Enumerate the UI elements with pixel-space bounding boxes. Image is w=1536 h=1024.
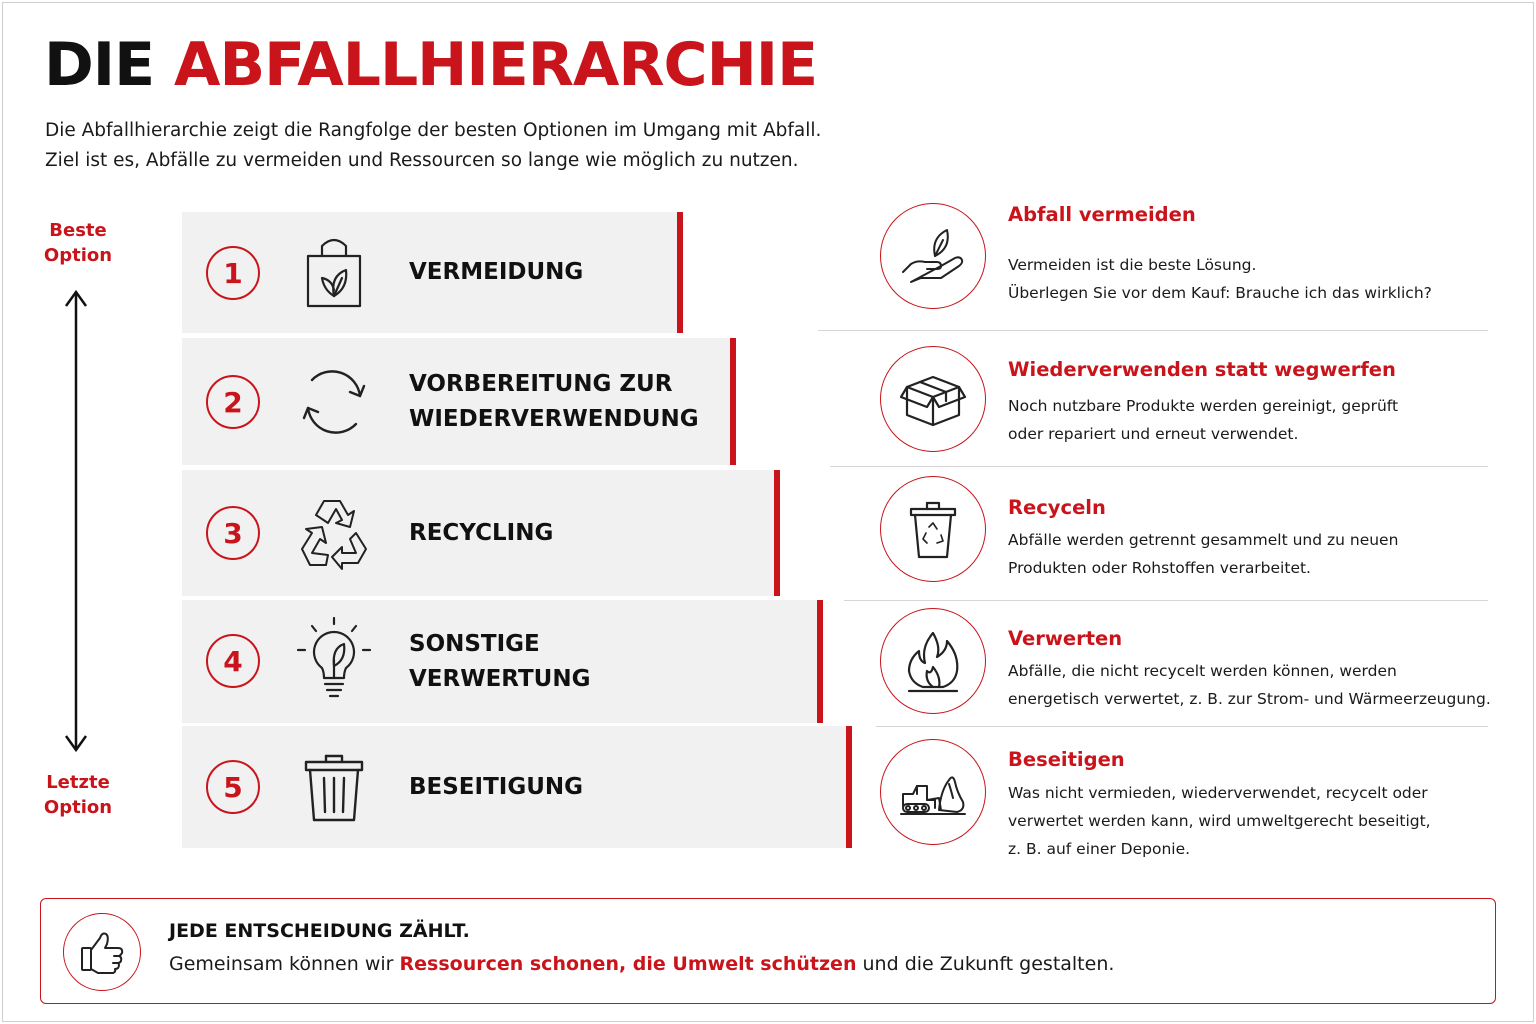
lightbulb-leaf-icon: [294, 614, 374, 704]
footer-text: [169, 953, 1114, 975]
description-text-line: Noch nutzbare Produkte werden gereinigt, geprüft: [1008, 397, 1399, 415]
description-title: Beseitigen: [1008, 748, 1125, 771]
shopping-bag-leaf-icon: [294, 232, 374, 312]
axis-label-bottom-line: Option: [43, 797, 113, 818]
step-number: 5: [206, 760, 260, 814]
double-arrow-icon: [58, 286, 94, 756]
step-number: 3: [206, 506, 260, 560]
trash-can-icon: [294, 748, 374, 828]
step-label-line: VORBEREITUNG ZUR: [409, 370, 673, 397]
step-label-line: BESEITIGUNG: [409, 773, 584, 800]
description-text: [1008, 657, 1491, 713]
step-label-line: VERMEIDUNG: [409, 259, 584, 285]
title-part-1: DIE: [44, 30, 155, 100]
step-label-line: RECYCLING: [409, 519, 554, 546]
recycling-icon: [294, 493, 374, 573]
hierarchy-step-1: [182, 212, 683, 333]
description-text-line: Was nicht vermieden, wiederverwendet, recycelt oder: [1008, 784, 1428, 802]
description-beseitigen: [878, 739, 1518, 859]
hierarchy-step-2: [182, 338, 736, 465]
footer-text-end: und die Zukunft gestalten.: [856, 953, 1115, 975]
intro-text: [45, 116, 821, 176]
step-number: 2: [206, 375, 260, 429]
circular-arrows-icon: [294, 362, 374, 442]
description-text-line: Überlegen Sie vor dem Kauf: Brauche ich das wirklich?: [1008, 284, 1432, 302]
description-text-line: energetisch verwertet, z. B. zur Strom- und Wärmeerzeugung.: [1008, 690, 1491, 708]
description-icon-circle: [880, 608, 986, 714]
title-part-2: ABFALLHIERARCHIE: [174, 30, 818, 100]
axis-label-top-line: Beste: [49, 220, 107, 241]
step-label: [409, 726, 583, 848]
separator: [876, 726, 1488, 727]
hierarchy-step-3: [182, 470, 780, 596]
footer-text-highlight: Ressourcen schonen, die Umwelt schützen: [399, 953, 857, 975]
description-icon-circle: [880, 739, 986, 845]
footer-icon-circle: [63, 913, 141, 991]
page-title: [44, 28, 817, 102]
description-abfall-vermeiden: [878, 203, 1518, 323]
landfill-bulldozer-icon: [895, 754, 971, 830]
step-label: [409, 600, 590, 723]
description-text-line: oder repariert und erneut verwendet.: [1008, 425, 1299, 443]
description-text-line: Abfälle werden getrennt gesammelt und zu neuen: [1008, 531, 1399, 549]
step-number: 1: [206, 246, 260, 300]
step-label: [409, 338, 699, 465]
separator: [818, 330, 1488, 331]
axis-label-top: [30, 218, 126, 268]
axis-label-bottom-line: Letzte: [46, 772, 110, 793]
description-recyceln: [878, 476, 1518, 596]
step-label-line: WIEDERVERWENDUNG: [409, 405, 699, 432]
separator: [844, 600, 1488, 601]
description-icon-circle: [880, 476, 986, 582]
recycling-bin-icon: [897, 493, 969, 565]
thumbs-up-icon: [76, 926, 128, 978]
description-text-line: Produkten oder Rohstoffen verarbeitet.: [1008, 559, 1311, 577]
description-text-line: verwertet werden kann, wird umweltgerecht beseitigt,: [1008, 812, 1431, 830]
description-text: [1008, 779, 1431, 863]
intro-line: Die Abfallhierarchie zeigt die Rangfolge der besten Optionen im Umgang mit Abfall.: [45, 120, 822, 141]
description-title: Abfall vermeiden: [1008, 203, 1196, 226]
description-title: Verwerten: [1008, 627, 1123, 650]
description-text-line: Vermeiden ist die beste Lösung.: [1008, 256, 1257, 274]
description-text: [1008, 526, 1398, 582]
hand-leaf-icon: [897, 220, 969, 292]
axis-label-bottom: [30, 770, 126, 820]
step-label-line: VERWERTUNG: [409, 665, 591, 692]
axis-label-top-line: Option: [43, 245, 113, 266]
footer-heading: JEDE ENTSCHEIDUNG ZÄHLT.: [169, 920, 470, 942]
step-label: [409, 470, 553, 596]
step-number: 4: [206, 634, 260, 688]
step-label: [409, 212, 583, 333]
description-wiederverwenden: [878, 346, 1518, 466]
separator: [830, 466, 1488, 467]
footer-text-start: Gemeinsam können wir: [169, 953, 400, 975]
description-text: [1008, 392, 1398, 448]
description-title: Recyceln: [1008, 496, 1106, 519]
box-icon: [897, 363, 969, 435]
description-text-line: z. B. auf einer Deponie.: [1008, 840, 1191, 858]
step-label-line: SONSTIGE: [409, 630, 540, 657]
description-text: [1008, 251, 1432, 307]
description-icon-circle: [880, 346, 986, 452]
flame-icon: [897, 625, 969, 697]
description-verwerten: [878, 608, 1518, 728]
footer-callout: [40, 898, 1496, 1004]
intro-line: Ziel ist es, Abfälle zu vermeiden und Ressourcen so lange wie möglich zu nutzen.: [45, 150, 799, 171]
description-text-line: Abfälle, die nicht recycelt werden können, werden: [1008, 662, 1397, 680]
description-title: Wiederverwenden statt wegwerfen: [1008, 358, 1396, 381]
description-icon-circle: [880, 203, 986, 309]
hierarchy-step-5: [182, 726, 852, 848]
hierarchy-step-4: [182, 600, 823, 723]
